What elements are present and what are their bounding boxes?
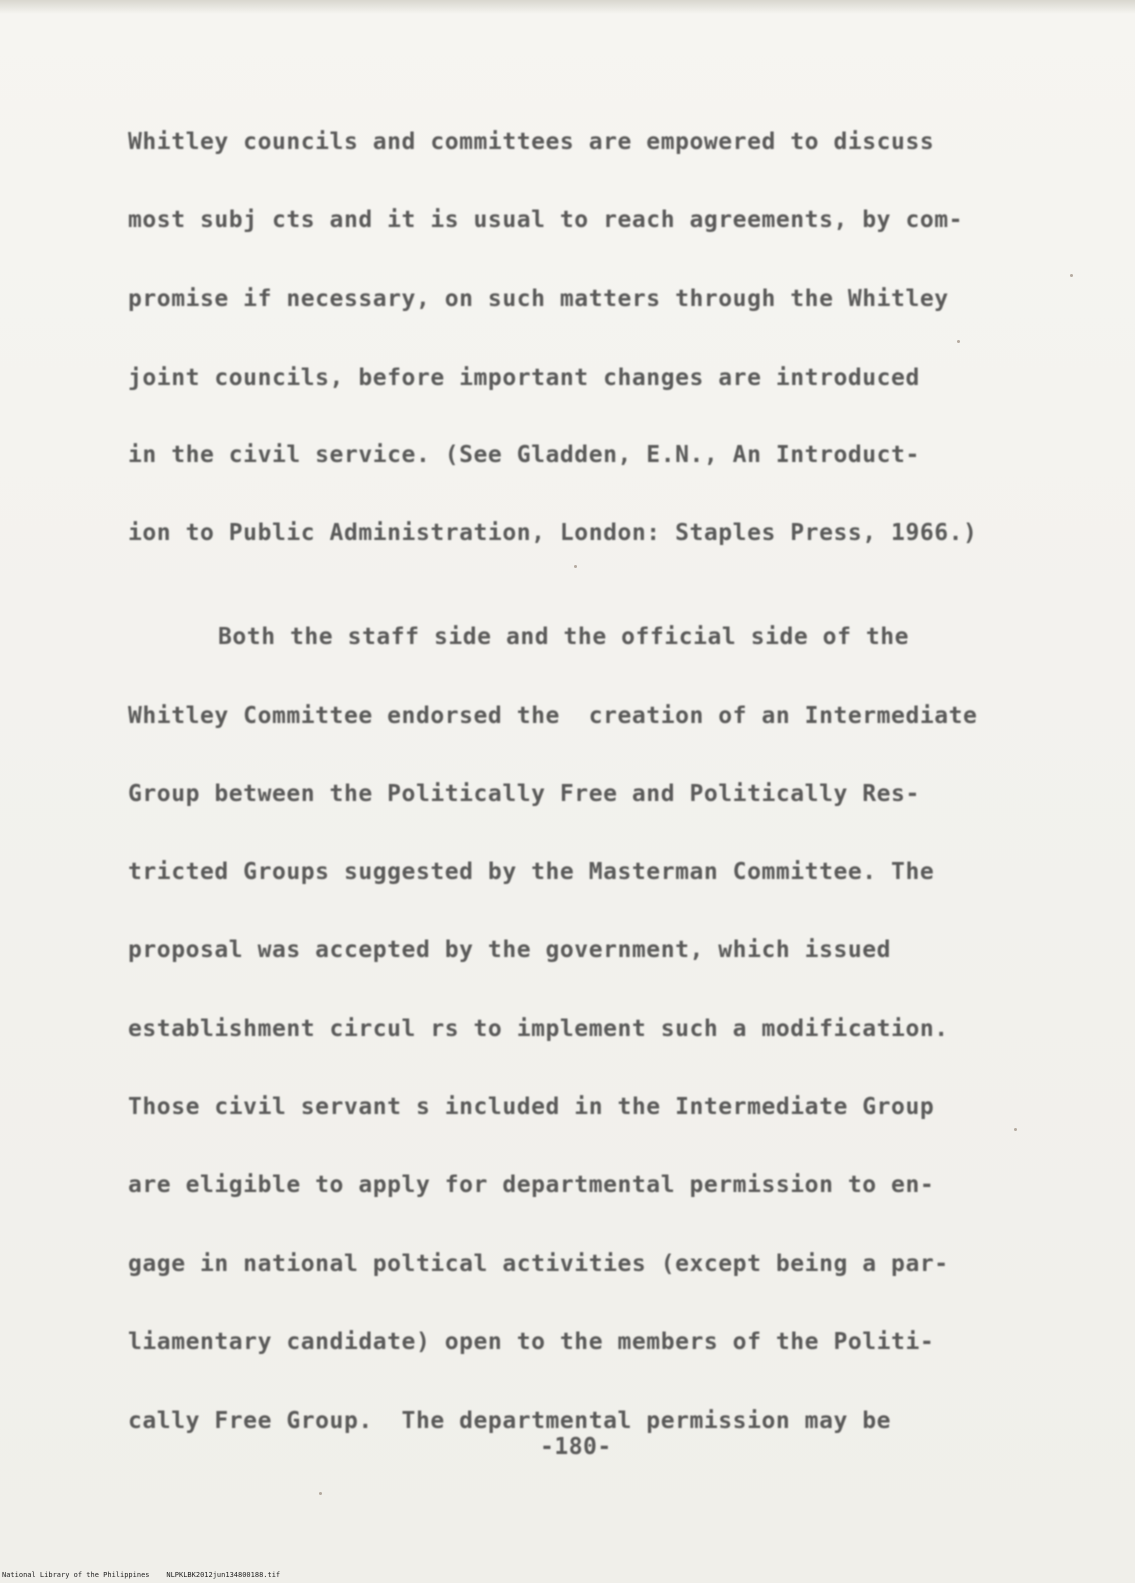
- paragraph-first-line: Both the staff side and the official side of the: [218, 624, 910, 650]
- text-line: liamentary candidate) open to the members of the Politi-: [128, 1329, 935, 1355]
- text-line: establishment circul rs to implement such a modification.: [128, 1016, 949, 1042]
- text-line: most subj cts and it is usual to reach agreements, by com-: [128, 207, 964, 233]
- text-line: promise if necessary, on such matters through the Whitley: [128, 286, 949, 312]
- scan-speck: [319, 1492, 322, 1495]
- scan-speck: [1014, 1128, 1017, 1131]
- page-number: -180-: [540, 1434, 612, 1460]
- text-line: cally Free Group. The departmental permission may be: [128, 1408, 892, 1434]
- text-line: tricted Groups suggested by the Masterman Committee. The: [128, 859, 935, 885]
- text-line: proposal was accepted by the government, which issued: [128, 937, 892, 963]
- text-line: in the civil service. (See Gladden, E.N., An Introduct-: [128, 442, 920, 468]
- scan-speck: [957, 340, 960, 343]
- scan-speck: [1070, 274, 1073, 277]
- scan-speck: [574, 565, 577, 568]
- text-line: joint councils, before important changes are introduced: [128, 365, 920, 391]
- text-line: Whitley Committee endorsed the creation of an Intermediate: [128, 703, 978, 729]
- text-line: gage in national poltical activities (except being a par-: [128, 1251, 949, 1277]
- archive-footer: National Library of the Philippines NLPKLBK2012jun134800188.tif: [2, 1571, 281, 1579]
- text-line: ion to Public Administration, London: Staples Press, 1966.): [128, 520, 978, 546]
- scan-edge-shadow: [0, 0, 1135, 14]
- text-line: Group between the Politically Free and Politically Res-: [128, 781, 920, 807]
- text-line: Those civil servant s included in the Intermediate Group: [128, 1094, 935, 1120]
- text-line: Whitley councils and committees are empowered to discuss: [128, 129, 935, 155]
- text-line: are eligible to apply for departmental permission to en-: [128, 1172, 935, 1198]
